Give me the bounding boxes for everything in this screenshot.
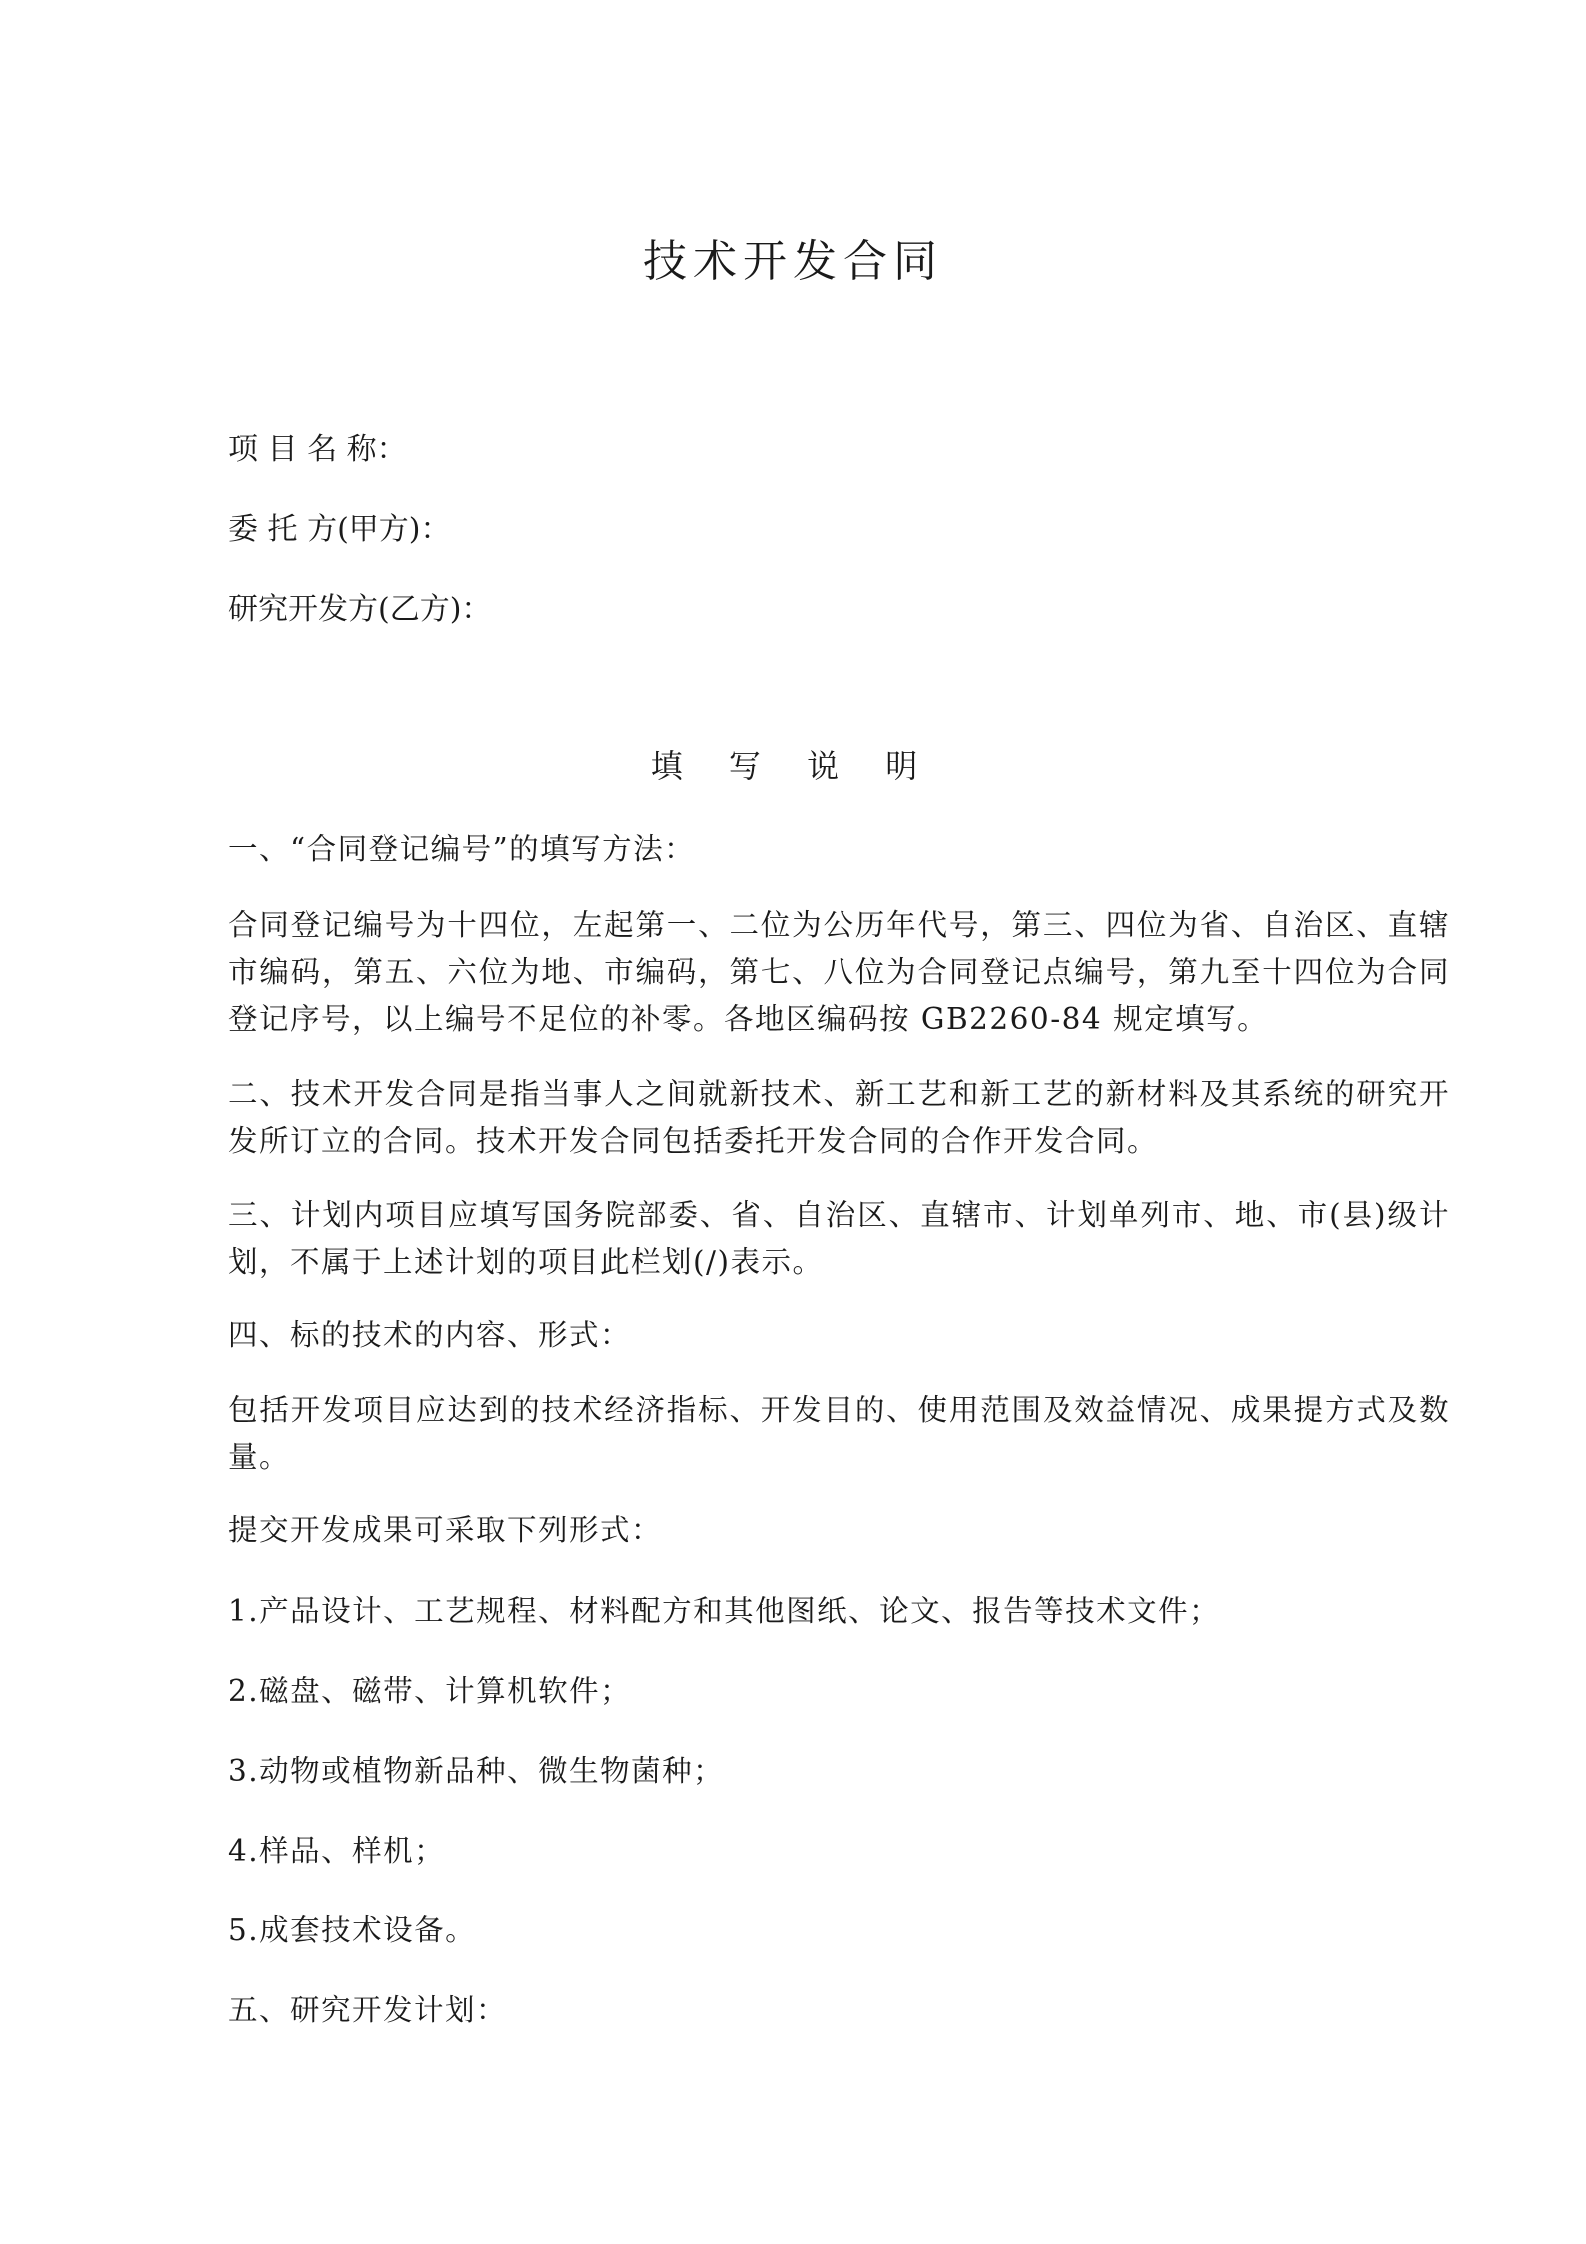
paragraph-5: 四、标的技术的内容、形式： bbox=[228, 1318, 632, 1352]
paragraph-8: 五、研究开发计划： bbox=[228, 1993, 508, 2027]
list-item-1: 1.产品设计、工艺规程、材料配方和其他图纸、论文、报告等技术文件； bbox=[228, 1594, 1221, 1628]
list-item-2: 2.磁盘、磁带、计算机软件； bbox=[228, 1674, 632, 1708]
list-item-4: 4.样品、样机； bbox=[228, 1834, 446, 1868]
client-label: 委 托 方(甲方)： bbox=[228, 512, 451, 547]
project-name-field bbox=[228, 428, 407, 472]
paragraph-3: 二、技术开发合同是指当事人之间就新技术、新工艺和新工艺的新材料及其系统的研究开发所订立的合同。技术开发合同包括委托开发合同的合作开发合同。 bbox=[228, 1077, 1450, 1158]
paragraph-2: 合同登记编号为十四位，左起第一、二位为公历年代号，第三、四位为省、自治区、直辖市编码，第五、六位为地、市编码，第七、八位为合同登记点编号，第九至十四位为合同登记序号，以上编号不足位的补零。各地区编码按 GB2260-84 规定填写。 bbox=[228, 908, 1450, 1036]
project-name-label: 项 目 名 称： bbox=[228, 432, 407, 467]
developer-field bbox=[228, 588, 491, 632]
paragraph-7: 提交开发成果可采取下列形式： bbox=[228, 1513, 663, 1547]
paragraph-6: 包括开发项目应达到的技术经济指标、开发目的、使用范围及效益情况、成果提方式及数量。 bbox=[228, 1393, 1450, 1474]
list-item-3: 3.动物或植物新品种、微生物菌种； bbox=[228, 1754, 725, 1788]
paragraph-1: 一、“合同登记编号”的填写方法： bbox=[228, 832, 696, 866]
client-field bbox=[228, 508, 450, 552]
list-item-5: 5.成套技术设备。 bbox=[228, 1913, 477, 1947]
instructions-heading: 填 写 说 明 bbox=[650, 747, 936, 785]
document-title: 技术开发合同 bbox=[643, 236, 943, 287]
paragraph-4: 三、计划内项目应填写国务院部委、省、自治区、直辖市、计划单列市、地、市(县)级计划，不属于上述计划的项目此栏划(/)表示。 bbox=[228, 1198, 1450, 1279]
developer-label: 研究开发方(乙方)： bbox=[228, 592, 492, 627]
